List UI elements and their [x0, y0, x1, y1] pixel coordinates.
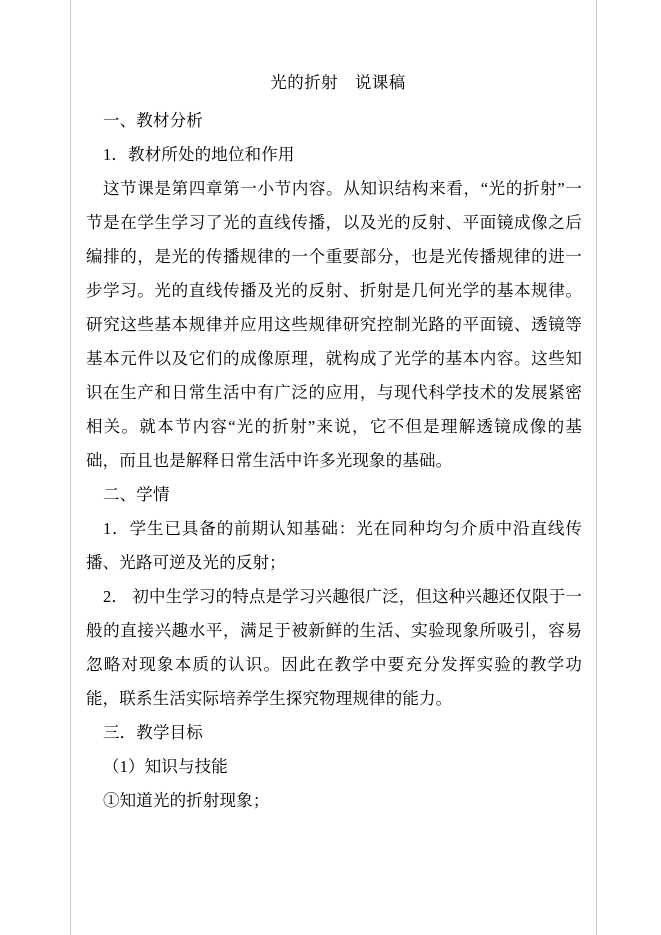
paragraph: 这节课是第四章第一小节内容。从知识结构来看，“光的折射”一节是在学生学习了光的直线传播，以及光的反射、平面镜成像之后编排的，是光的传播规律的一个重要部分，也是光传播规律的进一步学习。光的直线传播及光的反射、折射是几何光学的基本规律。研究这些基本规律并应用这些规律研究控制光路的平面镜、透镜等基本元件以及它们的成像原理，就构成了光学的基本内容。这些知识在生产和日常生活中有广泛的应用，与现代科学技术的发展紧密相关。就本节内容“光的折射”来说，它不但是理解透镜成像的基础，而且也是解释日常生活中许多光现象的基础。 — [86, 179, 582, 470]
page-right-margin-rule — [596, 0, 597, 935]
paragraph: 三．教学目标 — [103, 723, 203, 742]
paragraph: 1．学生已具备的前期认知基础：光在同种均匀介质中沿直线传播、光路可逆及光的反射； — [86, 519, 582, 572]
document-body — [86, 66, 582, 818]
paragraph: （1）知识与技能 — [103, 757, 228, 776]
paragraph: 1．教材所处的地位和作用 — [103, 145, 295, 164]
paragraph: 一、教材分析 — [103, 111, 203, 130]
page-left-margin-rule — [70, 0, 71, 935]
paragraph: 2． 初中生学习的特点是学习兴趣很广泛，但这种兴趣还仅限于一般的直接兴趣水平，满足于被新鲜的生活、实验现象所吸引，容易忽略对现象本质的认识。因此在教学中要充分发挥实验的教学功能，联系生活实际培养学生探究物理规律的能力。 — [86, 587, 582, 708]
paragraph: ①知道光的折射现象； — [103, 791, 270, 810]
page-title: 光的折射 说课稿 — [270, 73, 406, 92]
paragraph: 二、学情 — [103, 485, 170, 504]
